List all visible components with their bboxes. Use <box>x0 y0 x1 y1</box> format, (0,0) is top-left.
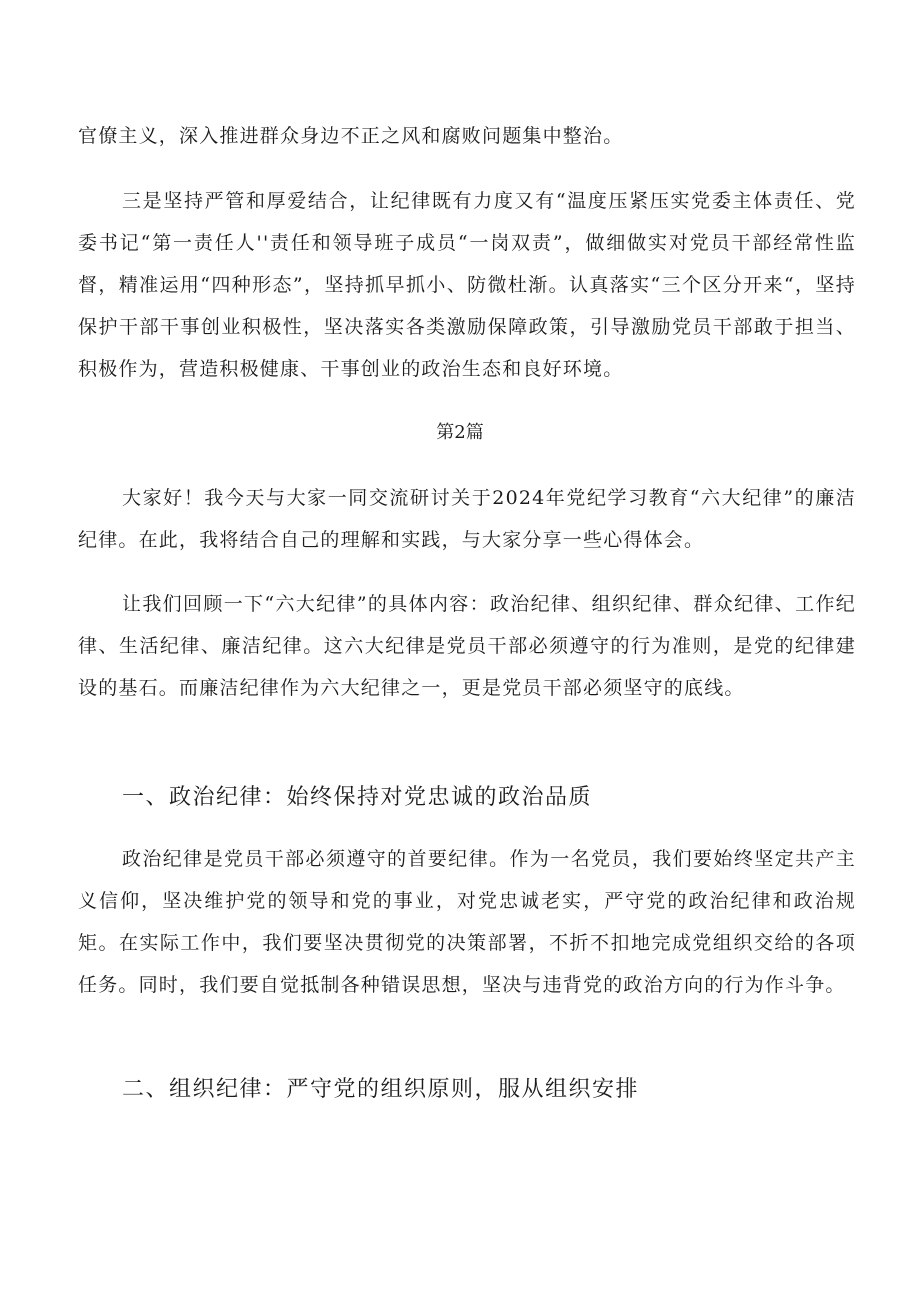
heading-political-discipline: 一、政治纪律：始终保持对党忠诚的政治品质 <box>122 785 593 810</box>
paragraph-third-point: 三是坚持严管和厚爱结合，让纪律既有力度又有“温度压紧压实党委主体责任、党委书记“第一责任人''责任和领导班子成员“一岗双责”，做细做实对党员干部经常性监督，精准运用“四种形态”，坚持抓早抓小、防微杜渐。认真落实“三个区分开来“，坚持保护干部干事创业积极性，坚决落实各类激励保障政策，引导激励党员干部敢于担当、积极作为，营造积极健康、干事创业的政治生态和良好环境。 <box>78 190 856 380</box>
paragraph-political-discipline: 政治纪律是党员干部必须遵守的首要纪律。作为一名党员，我们要始终坚定共产主义信仰，坚决维护党的领导和党的事业，对党忠诚老实，严守党的政治纪律和政治规矩。在实际工作中，我们要坚决贯彻党的决策部署，不折不扣地完成党组织交给的各项任务。同时，我们要自觉抵制各种错误思想，坚决与违背党的政治方向的行为作斗争。 <box>78 848 856 996</box>
paragraph-greeting: 大家好！我今天与大家一同交流研讨关于2024年党纪学习教育“六大纪律”的廉洁纪律。在此，我将结合自己的理解和实践，与大家分享一些心得体会。 <box>78 487 856 551</box>
section-title: 第2篇 <box>436 422 484 443</box>
heading-organizational-discipline: 二、组织纪律：严守党的组织原则，服从组织安排 <box>122 1077 640 1102</box>
paragraph-continuation: 官僚主义，深入推进群众身边不正之风和腐败问题集中整治。 <box>78 125 624 147</box>
paragraph-review: 让我们回顾一下“六大纪律”的具体内容：政治纪律、组织纪律、群众纪律、工作纪律、生活纪律、廉洁纪律。这六大纪律是党员干部必须遵守的行为准则，是党的纪律建设的基石。而廉洁纪律作为六大纪律之一，更是党员干部必须坚守的底线。 <box>78 593 856 699</box>
